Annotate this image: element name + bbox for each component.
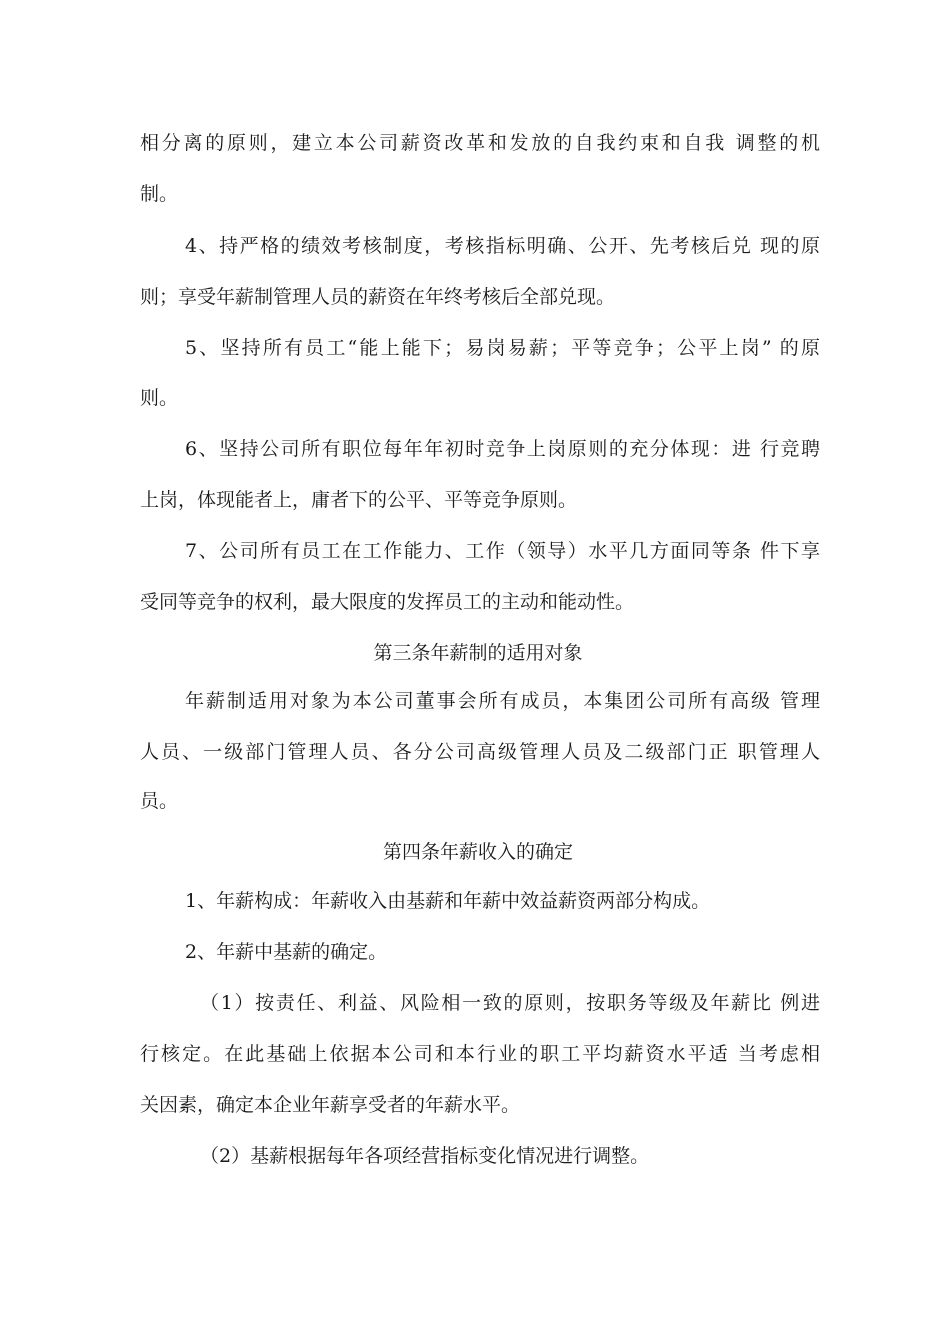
paragraph-line: 则。 xyxy=(140,387,179,409)
paragraph-line: （1）按责任、利益、风险相一致的原则，按职务等级及年薪比 例进 xyxy=(200,992,820,1014)
paragraph-line: 制。 xyxy=(140,183,179,205)
paragraph-line: 5、坚持所有员工“能上能下；易岗易薪；平等竞争；公平上岗” 的原 xyxy=(185,337,820,359)
paragraph-line: 6、坚持公司所有职位每年年初时竞争上岗原则的充分体现：进 行竞聘 xyxy=(185,438,820,460)
paragraph-line: 人员、一级部门管理人员、各分公司高级管理人员及二级部门正 职管理人 xyxy=(140,741,820,763)
paragraph-line: （2）基薪根据每年各项经营指标变化情况进行调整。 xyxy=(200,1145,650,1167)
paragraph-line: 受同等竞争的权利，最大限度的发挥员工的主动和能动性。 xyxy=(140,591,635,613)
paragraph-line: 2、年薪中基薪的确定。 xyxy=(185,941,388,963)
paragraph-line: 7、公司所有员工在工作能力、工作（领导）水平几方面同等条 件下享 xyxy=(185,540,820,562)
paragraph-line: 上岗，体现能者上，庸者下的公平、平等竞争原则。 xyxy=(140,489,578,511)
paragraph-line: 则；享受年薪制管理人员的薪资在年终考核后全部兑现。 xyxy=(140,286,616,308)
paragraph-line: 关因素，确定本企业年薪享受者的年薪水平。 xyxy=(140,1094,521,1116)
paragraph-line: 1、年薪构成：年薪收入由基薪和年薪中效益薪资两部分构成。 xyxy=(185,890,711,912)
paragraph-line: 相分离的原则，建立本公司薪资改革和发放的自我约束和自我 调整的机 xyxy=(140,132,820,154)
section-heading: 第三条年薪制的适用对象 xyxy=(373,642,583,664)
paragraph-line: 年薪制适用对象为本公司董事会所有成员，本集团公司所有高级 管理 xyxy=(185,690,820,712)
paragraph-line: 行核定。在此基础上依据本公司和本行业的职工平均薪资水平适 当考虑相 xyxy=(140,1043,820,1065)
paragraph-line: 4、持严格的绩效考核制度，考核指标明确、公开、先考核后兑 现的原 xyxy=(185,235,820,257)
section-heading: 第四条年薪收入的确定 xyxy=(382,841,573,863)
paragraph-line: 员。 xyxy=(140,790,179,812)
